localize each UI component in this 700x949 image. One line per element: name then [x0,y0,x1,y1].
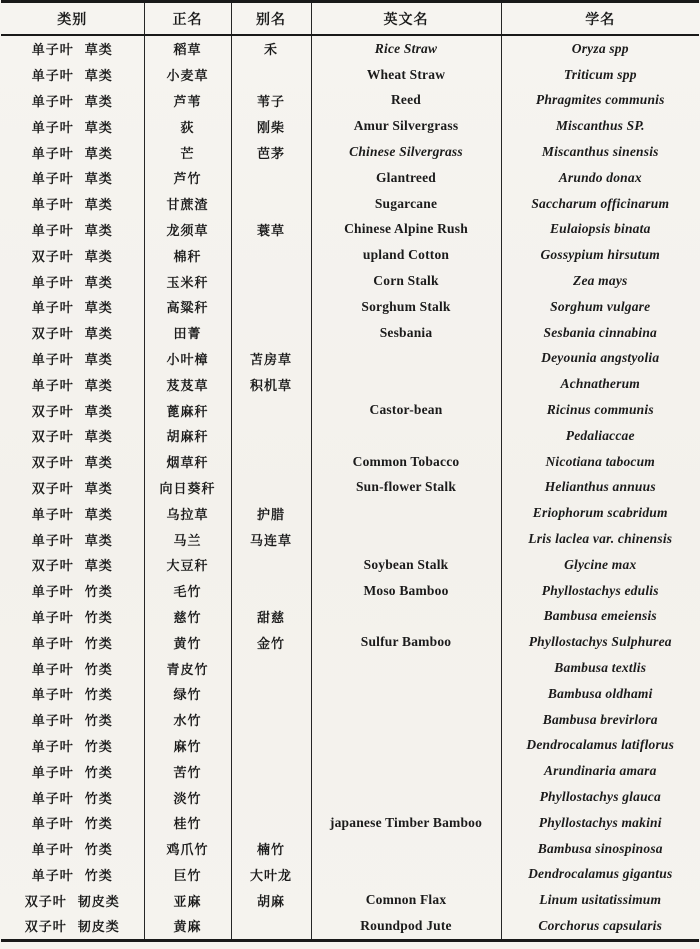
table-row [1,397,699,423]
scientific-cell: Miscanthus sinensis [501,139,699,165]
category-text: 单子叶 [31,609,74,625]
alias-cell [231,268,311,294]
category-cell [1,655,144,681]
type-text: 韧皮类 [77,919,120,935]
category-cell [1,552,144,578]
english-cell: japanese Timber Bamboo [311,810,501,836]
type-text: 竹类 [84,816,113,832]
type-text: 竹类 [84,635,113,651]
category-cell [1,604,144,630]
alias-cell: 刚柴 [231,113,311,139]
english-cell: Sesbania [311,320,501,346]
alias-cell: 楠竹 [231,836,311,862]
category-text: 单子叶 [31,584,74,600]
category-text: 双子叶 [31,403,74,419]
category-cell [1,449,144,475]
type-text: 竹类 [84,584,113,600]
table-row [1,35,699,62]
scientific-cell: Zea mays [501,268,699,294]
alias-cell: 蓑草 [231,217,311,243]
type-text: 草类 [84,248,113,264]
english-cell: Roundpod Jute [311,913,501,940]
table-row [1,242,699,268]
alias-cell: 苫房草 [231,346,311,372]
category-cell [1,242,144,268]
table-header [1,2,699,36]
alias-cell [231,810,311,836]
english-cell [311,784,501,810]
alias-cell [231,423,311,449]
scientific-cell: Deyounia angstyolia [501,346,699,372]
name-cell: 芦苇 [144,88,231,114]
table-row [1,836,699,862]
alias-cell: 甜慈 [231,604,311,630]
category-text: 单子叶 [31,842,74,858]
type-text: 草类 [84,455,113,471]
category-cell [1,475,144,501]
type-text: 竹类 [84,764,113,780]
type-text: 草类 [84,119,113,135]
alias-cell: 芭茅 [231,139,311,165]
type-text: 草类 [84,429,113,445]
scientific-cell: Phyllostachys glauca [501,784,699,810]
alias-cell [231,655,311,681]
english-cell [311,836,501,862]
name-cell: 向日葵秆 [144,475,231,501]
scientific-cell: Sesbania cinnabina [501,320,699,346]
type-text: 草类 [84,68,113,84]
english-cell: Amur Silvergrass [311,113,501,139]
english-cell: Soybean Stalk [311,552,501,578]
name-cell: 黄麻 [144,913,231,940]
alias-cell: 积机草 [231,371,311,397]
category-text: 单子叶 [31,119,74,135]
scientific-cell: Lris laclea var. chinensis [501,526,699,552]
category-cell [1,139,144,165]
type-text: 竹类 [84,661,113,677]
alias-cell: 大叶龙 [231,862,311,888]
scientific-cell: Linum usitatissimum [501,887,699,913]
name-cell: 烟草秆 [144,449,231,475]
category-text: 单子叶 [31,222,74,238]
table-row [1,758,699,784]
type-text: 韧皮类 [77,893,120,909]
alias-cell [231,242,311,268]
category-cell [1,268,144,294]
english-cell [311,500,501,526]
table-row [1,578,699,604]
category-text: 单子叶 [31,145,74,161]
category-text: 双子叶 [31,455,74,471]
table-row [1,681,699,707]
table-row [1,165,699,191]
alias-cell [231,165,311,191]
category-cell [1,526,144,552]
scientific-cell: Bambusa sinospinosa [501,836,699,862]
category-cell [1,578,144,604]
category-cell [1,88,144,114]
name-cell: 玉米秆 [144,268,231,294]
category-text: 双子叶 [24,919,67,935]
category-text: 单子叶 [31,171,74,187]
table-row [1,139,699,165]
alias-cell [231,320,311,346]
table-row [1,268,699,294]
alias-cell: 金竹 [231,629,311,655]
category-text: 双子叶 [31,558,74,574]
english-cell [311,423,501,449]
category-cell [1,836,144,862]
category-text: 单子叶 [31,790,74,806]
plant-species-table [1,0,699,942]
type-text: 草类 [84,532,113,548]
category-cell [1,165,144,191]
name-cell: 水竹 [144,707,231,733]
type-text: 草类 [84,42,113,58]
category-cell [1,913,144,940]
name-cell: 芨芨草 [144,371,231,397]
header-english: 英文名 [311,2,501,36]
category-cell [1,629,144,655]
alias-cell: 禾 [231,35,311,62]
english-cell [311,758,501,784]
scientific-cell: Ricinus communis [501,397,699,423]
category-text: 双子叶 [31,248,74,264]
name-cell: 黄竹 [144,629,231,655]
table-row [1,62,699,88]
scientific-cell: Bambusa textlis [501,655,699,681]
name-cell: 苦竹 [144,758,231,784]
scientific-cell: Phyllostachys makini [501,810,699,836]
alias-cell: 苇子 [231,88,311,114]
category-text: 单子叶 [31,738,74,754]
type-text: 草类 [84,377,113,393]
table-row [1,346,699,372]
category-text: 单子叶 [31,68,74,84]
category-cell [1,320,144,346]
table-row [1,526,699,552]
category-text: 单子叶 [31,351,74,367]
alias-cell [231,449,311,475]
table-row [1,320,699,346]
table-row [1,449,699,475]
english-cell [311,371,501,397]
category-cell [1,733,144,759]
header-category: 类别 [1,2,144,36]
category-cell [1,862,144,888]
category-text: 单子叶 [31,377,74,393]
category-text: 双子叶 [24,893,67,909]
english-cell [311,862,501,888]
category-text: 单子叶 [31,274,74,290]
table-row [1,810,699,836]
english-cell: Sulfur Bamboo [311,629,501,655]
category-text: 单子叶 [31,506,74,522]
table-row [1,604,699,630]
table-row [1,191,699,217]
alias-cell [231,758,311,784]
scientific-cell: Miscanthus SP. [501,113,699,139]
name-cell: 麻竹 [144,733,231,759]
type-text: 草类 [84,197,113,213]
type-text: 草类 [84,222,113,238]
table-body [1,35,699,940]
name-cell: 甘蔗渣 [144,191,231,217]
type-text: 竹类 [84,687,113,703]
scientific-cell: Triticum spp [501,62,699,88]
table-row [1,655,699,681]
category-cell [1,423,144,449]
table-row [1,887,699,913]
name-cell: 龙须草 [144,217,231,243]
scientific-cell: Achnatherum [501,371,699,397]
alias-cell: 马连草 [231,526,311,552]
english-cell: Comnon Flax [311,887,501,913]
category-text: 双子叶 [31,429,74,445]
category-text: 单子叶 [31,300,74,316]
alias-cell: 护腊 [231,500,311,526]
name-cell: 亚麻 [144,887,231,913]
type-text: 竹类 [84,738,113,754]
name-cell: 乌拉草 [144,500,231,526]
english-cell: Chinese Silvergrass [311,139,501,165]
header-row [1,2,699,36]
table-row [1,862,699,888]
alias-cell [231,191,311,217]
category-cell [1,35,144,62]
scientific-cell: Nicotiana tabocum [501,449,699,475]
english-cell: Castor-bean [311,397,501,423]
table-row [1,552,699,578]
scientific-cell: Phragmites communis [501,88,699,114]
type-text: 草类 [84,93,113,109]
scientific-cell: Eulaiopsis binata [501,217,699,243]
type-text: 草类 [84,403,113,419]
english-cell: Wheat Straw [311,62,501,88]
name-cell: 青皮竹 [144,655,231,681]
type-text: 竹类 [84,790,113,806]
scientific-cell: Pedaliaccae [501,423,699,449]
category-text: 单子叶 [31,661,74,677]
name-cell: 芒 [144,139,231,165]
category-text: 单子叶 [31,635,74,651]
alias-cell [231,784,311,810]
type-text: 草类 [84,145,113,161]
table-row [1,733,699,759]
scientific-cell: Arundinaria amara [501,758,699,784]
english-cell: Rice Straw [311,35,501,62]
category-cell [1,62,144,88]
scientific-cell: Bambusa brevirlora [501,707,699,733]
scientific-cell: Arundo donax [501,165,699,191]
english-cell: Reed [311,88,501,114]
english-cell [311,655,501,681]
name-cell: 棉秆 [144,242,231,268]
category-text: 单子叶 [31,532,74,548]
category-cell [1,681,144,707]
category-text: 单子叶 [31,713,74,729]
type-text: 草类 [84,326,113,342]
name-cell: 绿竹 [144,681,231,707]
type-text: 草类 [84,351,113,367]
type-text: 竹类 [84,609,113,625]
category-cell [1,707,144,733]
table-row [1,784,699,810]
table-row [1,913,699,940]
type-text: 竹类 [84,842,113,858]
english-cell [311,346,501,372]
table-row [1,707,699,733]
type-text: 草类 [84,558,113,574]
scientific-cell: Eriophorum scabridum [501,500,699,526]
scientific-cell: Gossypium hirsutum [501,242,699,268]
english-cell: Chinese Alpine Rush [311,217,501,243]
english-cell: Glantreed [311,165,501,191]
scientific-cell: Sorghum vulgare [501,294,699,320]
name-cell: 慈竹 [144,604,231,630]
name-cell: 桂竹 [144,810,231,836]
type-text: 草类 [84,274,113,290]
table-row [1,371,699,397]
name-cell: 蓖麻秆 [144,397,231,423]
category-cell [1,500,144,526]
name-cell: 稻草 [144,35,231,62]
type-text: 草类 [84,506,113,522]
scientific-cell: Bambusa oldhami [501,681,699,707]
table-row [1,423,699,449]
english-cell [311,681,501,707]
english-cell: Sugarcane [311,191,501,217]
scientific-cell: Phyllostachys Sulphurea [501,629,699,655]
alias-cell [231,707,311,733]
header-name: 正名 [144,2,231,36]
name-cell: 小叶樟 [144,346,231,372]
table-row [1,113,699,139]
english-cell [311,733,501,759]
alias-cell [231,578,311,604]
alias-cell: 胡麻 [231,887,311,913]
english-cell [311,604,501,630]
category-cell [1,397,144,423]
category-text: 双子叶 [31,326,74,342]
alias-cell [231,397,311,423]
alias-cell [231,552,311,578]
category-text: 单子叶 [31,764,74,780]
header-scientific: 学名 [501,2,699,36]
category-text: 单子叶 [31,816,74,832]
category-cell [1,810,144,836]
alias-cell [231,913,311,940]
category-cell [1,887,144,913]
name-cell: 大豆秆 [144,552,231,578]
table-row [1,294,699,320]
category-cell [1,371,144,397]
type-text: 竹类 [84,713,113,729]
name-cell: 荻 [144,113,231,139]
alias-cell [231,294,311,320]
scientific-cell: Helianthus annuus [501,475,699,501]
name-cell: 田菁 [144,320,231,346]
name-cell: 高粱秆 [144,294,231,320]
category-cell [1,191,144,217]
name-cell: 淡竹 [144,784,231,810]
english-cell: Common Tobacco [311,449,501,475]
scientific-cell: Bambusa emeiensis [501,604,699,630]
english-cell [311,707,501,733]
english-cell: Corn Stalk [311,268,501,294]
alias-cell [231,681,311,707]
category-cell [1,784,144,810]
table-row [1,629,699,655]
table-row [1,475,699,501]
category-text: 单子叶 [31,687,74,703]
type-text: 草类 [84,480,113,496]
name-cell: 芦竹 [144,165,231,191]
type-text: 草类 [84,171,113,187]
alias-cell [231,62,311,88]
scientific-cell: Phyllostachys edulis [501,578,699,604]
scientific-cell: Saccharum officinarum [501,191,699,217]
scientific-cell: Dendrocalamus latiflorus [501,733,699,759]
category-cell [1,758,144,784]
name-cell: 毛竹 [144,578,231,604]
category-cell [1,294,144,320]
name-cell: 胡麻秆 [144,423,231,449]
scientific-cell: Oryza spp [501,35,699,62]
category-cell [1,217,144,243]
category-text: 单子叶 [31,93,74,109]
english-cell [311,526,501,552]
category-text: 单子叶 [31,867,74,883]
name-cell: 小麦草 [144,62,231,88]
english-cell: upland Cotton [311,242,501,268]
english-cell: Sun-flower Stalk [311,475,501,501]
type-text: 草类 [84,300,113,316]
alias-cell [231,733,311,759]
english-cell: Moso Bamboo [311,578,501,604]
scientific-cell: Corchorus capsularis [501,913,699,940]
name-cell: 马兰 [144,526,231,552]
header-alias: 别名 [231,2,311,36]
table-row [1,500,699,526]
category-text: 单子叶 [31,197,74,213]
table-row [1,217,699,243]
category-text: 双子叶 [31,480,74,496]
english-cell: Sorghum Stalk [311,294,501,320]
name-cell: 鸡爪竹 [144,836,231,862]
name-cell: 巨竹 [144,862,231,888]
alias-cell [231,475,311,501]
scientific-cell: Glycine max [501,552,699,578]
scientific-cell: Dendrocalamus gigantus [501,862,699,888]
category-text: 单子叶 [31,42,74,58]
category-cell [1,113,144,139]
table-row [1,88,699,114]
category-cell [1,346,144,372]
type-text: 竹类 [84,867,113,883]
